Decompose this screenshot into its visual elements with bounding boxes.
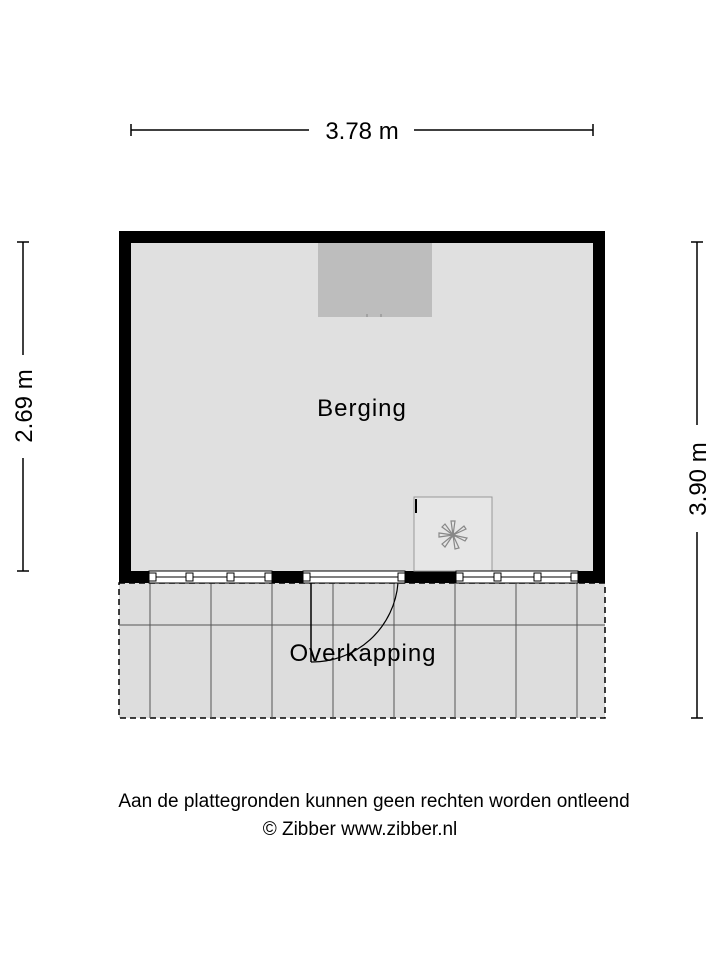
dimension-right <box>685 242 712 718</box>
footer-copyright: © Zibber www.zibber.nl <box>262 819 458 840</box>
dimension-left <box>11 242 38 571</box>
dimension-top-label: 3.78 m <box>325 118 399 145</box>
window-left <box>149 571 272 583</box>
window-right <box>456 571 578 583</box>
dimension-left-label: 2.69 m <box>11 369 38 443</box>
footer-disclaimer: Aan de plattegronden kunnen geen rechten worden ontleend <box>118 791 630 812</box>
dimension-top <box>131 118 593 145</box>
room-label-overkapping: Overkapping <box>289 640 437 667</box>
shelf <box>318 243 432 317</box>
room-label-berging: Berging <box>317 395 407 422</box>
dimension-right-label: 3.90 m <box>685 442 712 516</box>
